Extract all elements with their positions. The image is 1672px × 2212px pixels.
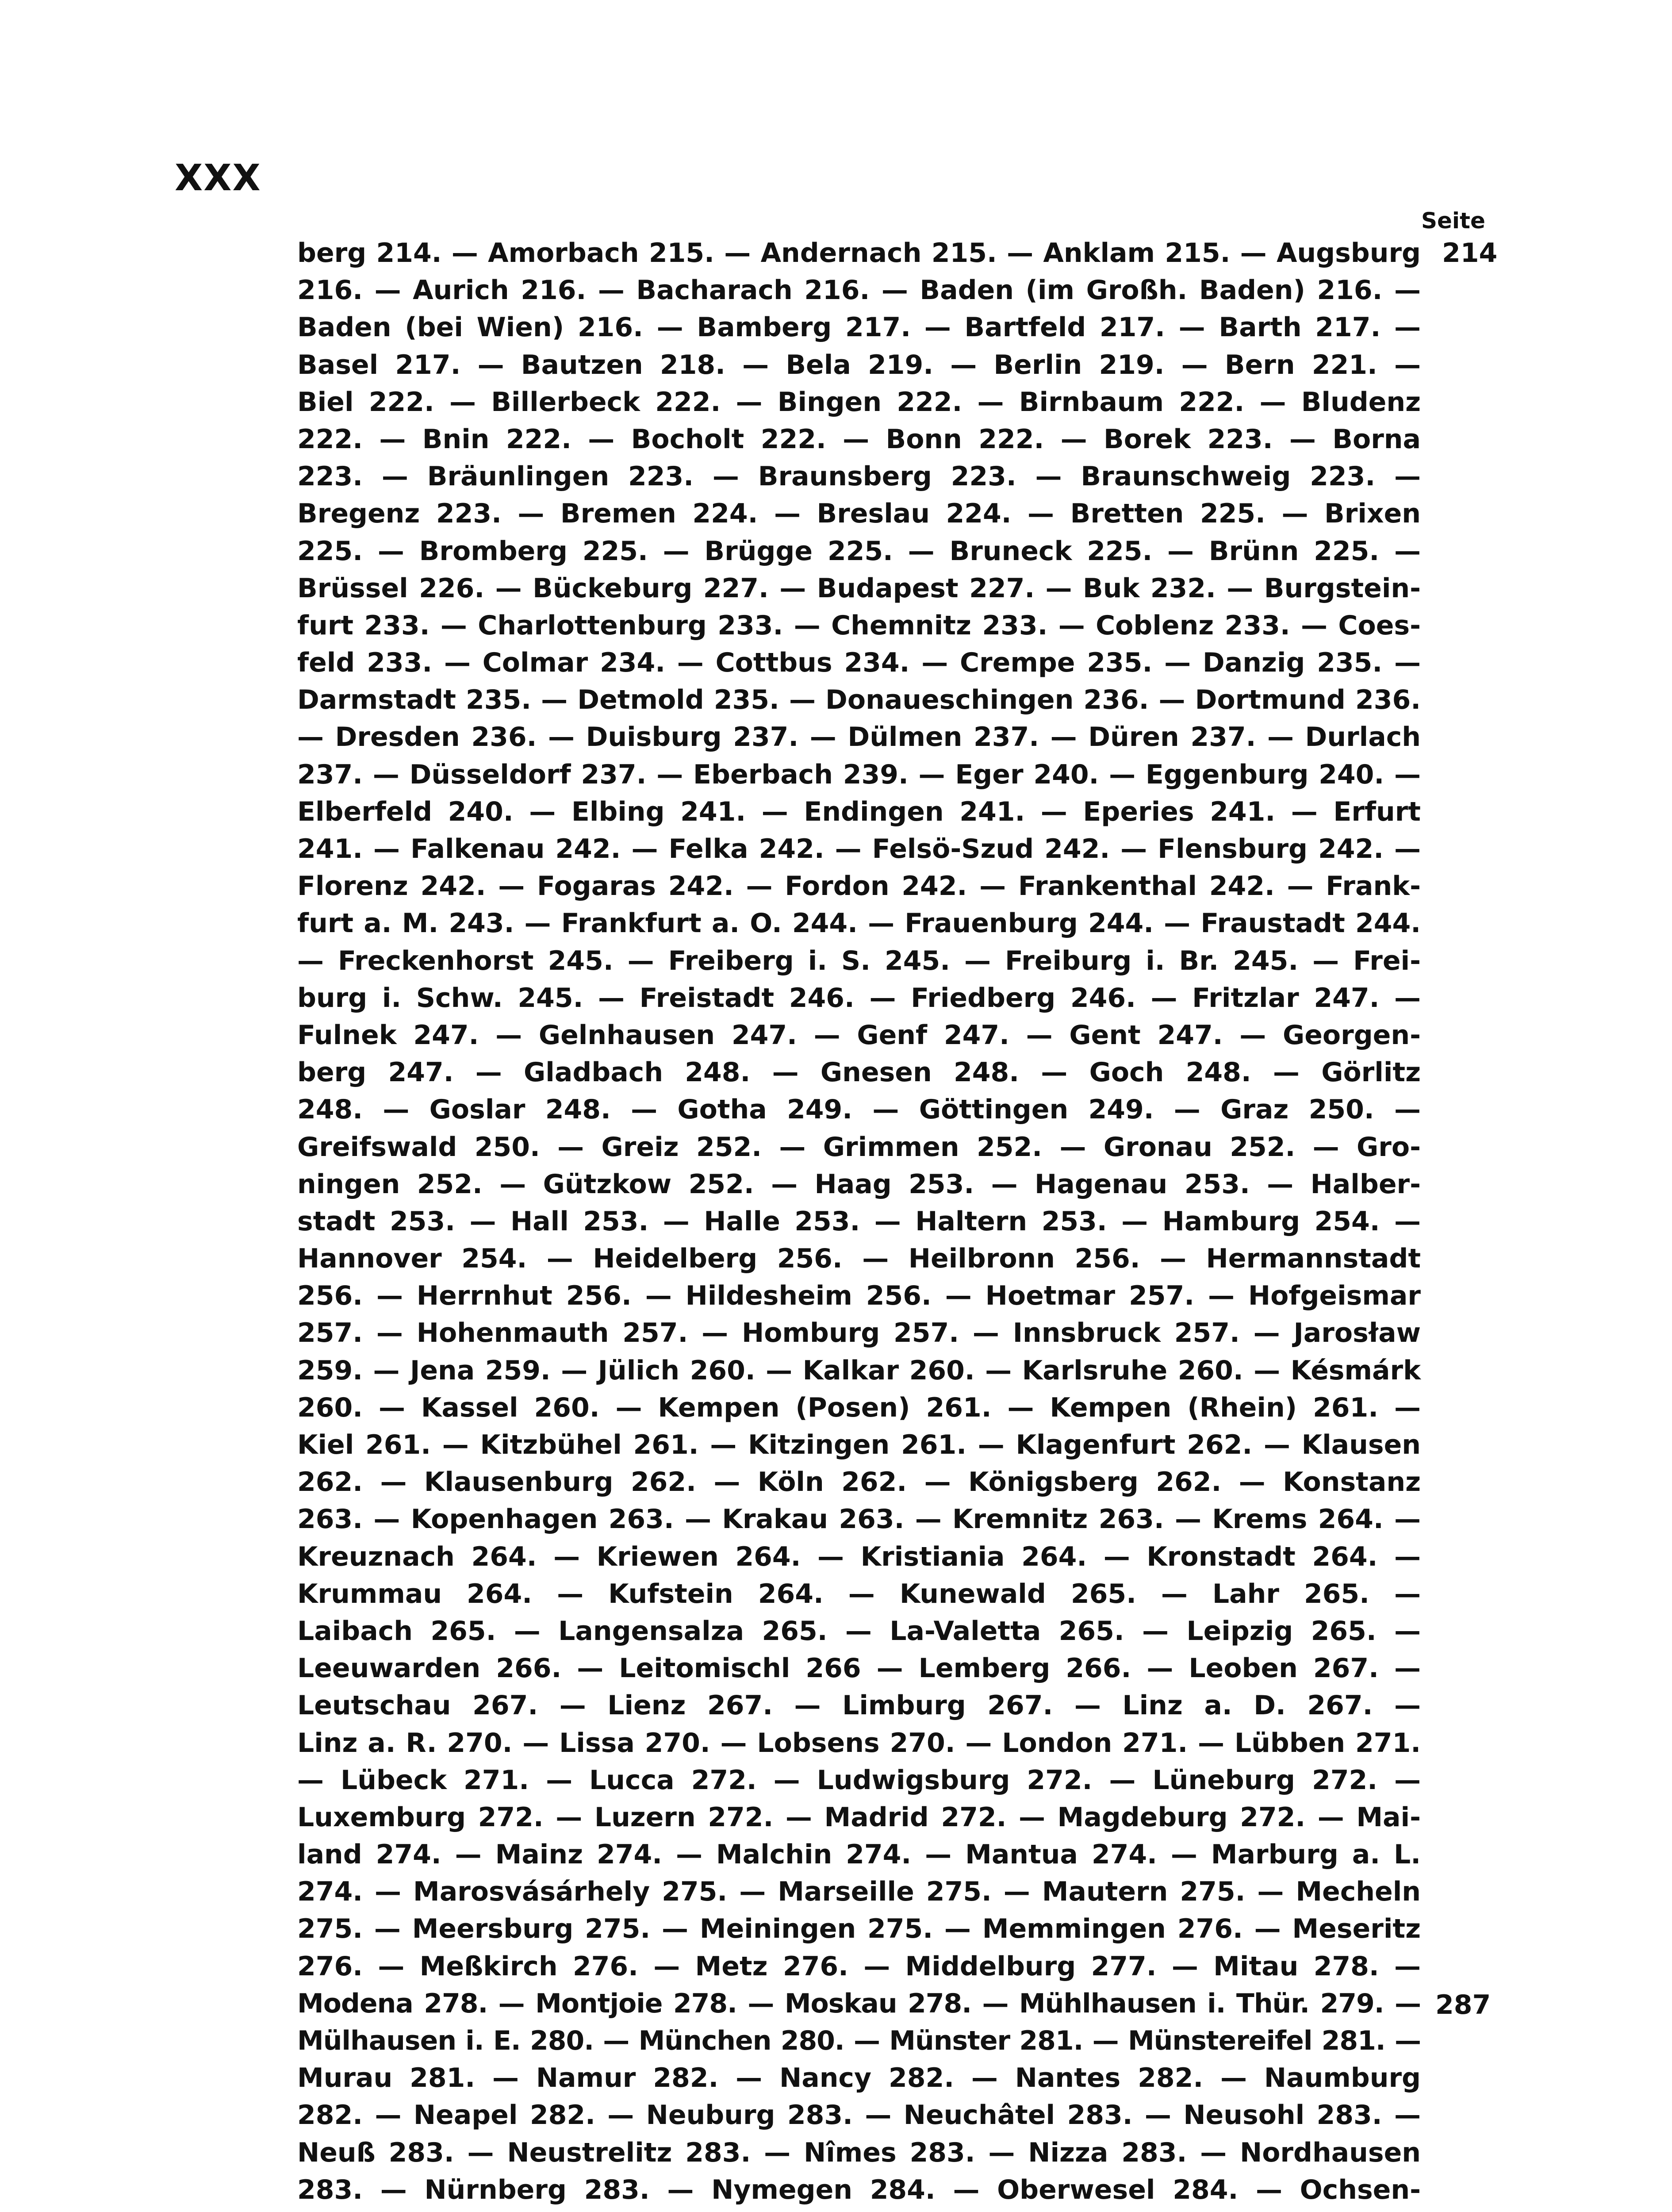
index-text-block — [297, 234, 1421, 2212]
index-line: — Freckenhorst 245. — Freiberg i. S. 245. — Freiburg i. Br. 245. — Frei- — [297, 945, 1421, 976]
index-line: Greifswald 250. — Greiz 252. — Grimmen 252. — Gronau 252. — Gro- — [297, 1131, 1421, 1163]
index-line: Hannover 254. — Heidelberg 256. — Heilbronn 256. — Hermannstadt — [297, 1243, 1421, 1275]
index-line: Murau 281. — Namur 282. — Nancy 282. — Nantes 282. — Naumburg — [297, 2062, 1421, 2094]
index-line: Bregenz 223. — Bremen 224. — Breslau 224. — Bretten 225. — Brixen — [297, 498, 1421, 530]
index-line: Kiel 261. — Kitzbühel 261. — Kitzingen 261. — Klagenfurt 262. — Klausen — [297, 1429, 1421, 1460]
index-line: stadt 253. — Hall 253. — Halle 253. — Haltern 253. — Hamburg 254. — — [297, 1206, 1421, 1237]
index-line: Modena 278. — Montjoie 278. — Moskau 278. — Mühlhausen i. Thür. 279. — — [297, 1988, 1421, 2019]
margin-page-end: 287 — [1435, 1989, 1491, 2020]
index-line: Brüssel 226. — Bückeburg 227. — Budapest 227. — Buk 232. — Burgstein- — [297, 572, 1421, 604]
index-line: land 274. — Mainz 274. — Malchin 274. — Mantua 274. — Marburg a. L. — [297, 1839, 1421, 1870]
index-line: 274. — Marosvásárhely 275. — Marseille 275. — Mautern 275. — Mecheln — [297, 1876, 1421, 1908]
index-line: 225. — Bromberg 225. — Brügge 225. — Bruneck 225. — Brünn 225. — — [297, 535, 1421, 567]
index-line: ningen 252. — Gützkow 252. — Haag 253. — Hagenau 253. — Halber- — [297, 1168, 1421, 1200]
index-line: 283. — Nürnberg 283. — Nymegen 284. — Oberwesel 284. — Ochsen- — [297, 2174, 1421, 2205]
index-line: furt a. M. 243. — Frankfurt a. O. 244. — Frauenburg 244. — Fraustadt 244. — [297, 908, 1421, 939]
index-line: Baden (bei Wien) 216. — Bamberg 217. — Bartfeld 217. — Barth 217. — — [297, 312, 1421, 343]
index-line: 237. — Düsseldorf 237. — Eberbach 239. — Eger 240. — Eggenburg 240. — — [297, 759, 1421, 790]
index-line: furt 233. — Charlottenburg 233. — Chemnitz 233. — Coblenz 233. — Coes- — [297, 610, 1421, 641]
index-line: 275. — Meersburg 275. — Meiningen 275. — Memmingen 276. — Meseritz — [297, 1913, 1421, 1945]
index-line: feld 233. — Colmar 234. — Cottbus 234. — Crempe 235. — Danzig 235. — — [297, 647, 1421, 679]
index-line: 263. — Kopenhagen 263. — Krakau 263. — Kremnitz 263. — Krems 264. — — [297, 1504, 1421, 1535]
margin-page-start: 214 — [1442, 238, 1498, 269]
index-line: Mülhausen i. E. 280. — München 280. — Münster 281. — Münstereifel 281. — — [297, 2025, 1421, 2056]
index-line: — Lübeck 271. — Lucca 272. — Ludwigsburg 272. — Lüneburg 272. — — [297, 1764, 1421, 1796]
index-line: 248. — Goslar 248. — Gotha 249. — Göttingen 249. — Graz 250. — — [297, 1094, 1421, 1125]
index-line: 282. — Neapel 282. — Neuburg 283. — Neuchâtel 283. — Neusohl 283. — — [297, 2100, 1421, 2131]
index-line: Leutschau 267. — Lienz 267. — Limburg 267. — Linz a. D. 267. — — [297, 1690, 1421, 1721]
index-line: Darmstadt 235. — Detmold 235. — Donaueschingen 236. — Dortmund 236. — [297, 684, 1421, 716]
index-line: 223. — Bräunlingen 223. — Braunsberg 223. — Braunschweig 223. — — [297, 461, 1421, 492]
index-line — [297, 2208, 1421, 2212]
index-line: 262. — Klausenburg 262. — Köln 262. — Königsberg 262. — Konstanz — [297, 1467, 1421, 1498]
index-line: berg 247. — Gladbach 248. — Gnesen 248. — Goch 248. — Görlitz — [297, 1057, 1421, 1088]
index-line: Neuß 283. — Neustrelitz 283. — Nîmes 283. — Nizza 283. — Nordhausen — [297, 2137, 1421, 2168]
index-line: 256. — Herrnhut 256. — Hildesheim 256. — Hoetmar 257. — Hofgeismar — [297, 1280, 1421, 1312]
index-line: — Dresden 236. — Duisburg 237. — Dülmen 237. — Düren 237. — Durlach — [297, 722, 1421, 753]
index-line: burg i. Schw. 245. — Freistadt 246. — Friedberg 246. — Fritzlar 247. — — [297, 982, 1421, 1014]
index-line: Basel 217. — Bautzen 218. — Bela 219. — Berlin 219. — Bern 221. — — [297, 349, 1421, 380]
index-line: Leeuwarden 266. — Leitomischl 266 — Lemberg 266. — Leoben 267. — — [297, 1653, 1421, 1684]
index-line: berg 214. — Amorbach 215. — Andernach 215. — Anklam 215. — Augsburg — [297, 238, 1421, 269]
seite-column-label: Seite — [1421, 208, 1485, 234]
index-line: Laibach 265. — Langensalza 265. — La-Valetta 265. — Leipzig 265. — — [297, 1615, 1421, 1647]
index-line: 259. — Jena 259. — Jülich 260. — Kalkar 260. — Karlsruhe 260. — Késmárk — [297, 1355, 1421, 1386]
index-line: Luxemburg 272. — Luzern 272. — Madrid 272. — Magdeburg 272. — Mai- — [297, 1801, 1421, 1833]
index-line: 257. — Hohenmauth 257. — Homburg 257. — Innsbruck 257. — Jarosław — [297, 1317, 1421, 1349]
index-line: Kreuznach 264. — Kriewen 264. — Kristiania 264. — Kronstadt 264. — — [297, 1541, 1421, 1572]
index-line: Florenz 242. — Fogaras 242. — Fordon 242. — Frankenthal 242. — Frank- — [297, 871, 1421, 902]
index-line: Linz a. R. 270. — Lissa 270. — Lobsens 270. — London 271. — Lübben 271. — [297, 1727, 1421, 1759]
index-line: Elberfeld 240. — Elbing 241. — Endingen 241. — Eperies 241. — Erfurt — [297, 796, 1421, 827]
index-line: Krummau 264. — Kufstein 264. — Kunewald 265. — Lahr 265. — — [297, 1578, 1421, 1609]
index-line: 276. — Meßkirch 276. — Metz 276. — Middelburg 277. — Mitau 278. — — [297, 1951, 1421, 1982]
page-number: XXX — [175, 157, 261, 199]
index-line: 216. — Aurich 216. — Bacharach 216. — Baden (im Großh. Baden) 216. — — [297, 275, 1421, 306]
index-line: 241. — Falkenau 242. — Felka 242. — Felsö-Szud 242. — Flensburg 242. — — [297, 833, 1421, 864]
index-line: 222. — Bnin 222. — Bocholt 222. — Bonn 222. — Borek 223. — Borna — [297, 423, 1421, 455]
index-line: Biel 222. — Billerbeck 222. — Bingen 222. — Birnbaum 222. — Bludenz — [297, 386, 1421, 418]
index-line: 260. — Kassel 260. — Kempen (Posen) 261. — Kempen (Rhein) 261. — — [297, 1392, 1421, 1423]
index-line: Fulnek 247. — Gelnhausen 247. — Genf 247. — Gent 247. — Georgen- — [297, 1019, 1421, 1051]
